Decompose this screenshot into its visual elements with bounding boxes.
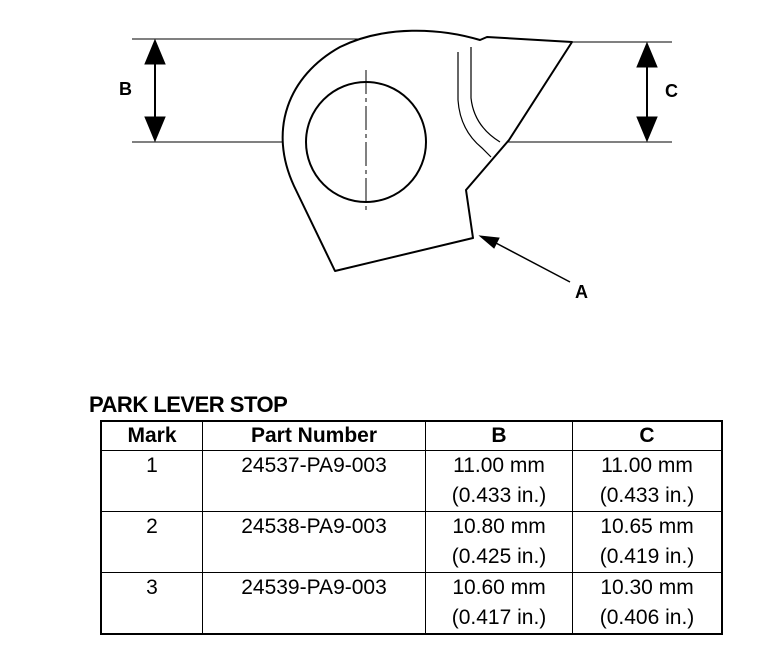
mark-value: 3 (146, 576, 158, 599)
part-number-value: 24538-PA9-003 (241, 515, 387, 538)
park-lever-stop-table (100, 420, 723, 635)
leader-a (480, 236, 570, 282)
cell-c (573, 512, 723, 573)
b-mm-value: 10.80 mm (452, 515, 546, 538)
callout-a-label: A (575, 282, 588, 302)
park-lever-stop-diagram (0, 0, 768, 320)
header-part-number: Part Number (203, 421, 426, 451)
c-in-value: (0.433 in.) (599, 484, 695, 507)
dimension-b-arrow (145, 40, 165, 141)
c-mm-value: 10.65 mm (600, 515, 694, 538)
b-in-value: (0.433 in.) (451, 484, 547, 507)
table-row (101, 512, 722, 573)
header-c: C (573, 421, 723, 451)
b-in-value: (0.417 in.) (451, 606, 547, 629)
cell-mark (101, 512, 203, 573)
b-mm-value: 11.00 mm (453, 454, 545, 477)
c-in-value: (0.406 in.) (599, 606, 695, 629)
part-number-value: 24537-PA9-003 (241, 454, 387, 477)
cell-part (203, 451, 426, 512)
cell-mark (101, 451, 203, 512)
cell-b (426, 573, 573, 635)
mark-value: 2 (146, 515, 158, 538)
cell-c (573, 451, 723, 512)
cell-b (426, 451, 573, 512)
mark-value: 1 (146, 454, 158, 477)
cell-part (203, 512, 426, 573)
table-row (101, 573, 722, 635)
cell-b (426, 512, 573, 573)
header-b: B (426, 421, 573, 451)
c-mm-value: 10.30 mm (600, 576, 694, 599)
dimension-c-arrow (637, 43, 657, 141)
c-in-value: (0.419 in.) (599, 545, 695, 568)
cell-mark (101, 573, 203, 635)
header-mark: Mark (101, 421, 203, 451)
cell-part (203, 573, 426, 635)
b-in-value: (0.425 in.) (451, 545, 547, 568)
dimension-b-label: B (119, 79, 132, 99)
part-number-value: 24539-PA9-003 (241, 576, 387, 599)
table-row (101, 451, 722, 512)
table-title: PARK LEVER STOP (89, 392, 288, 417)
cell-c (573, 573, 723, 635)
dimension-c-label: C (665, 81, 678, 101)
table-header-row (101, 421, 722, 451)
b-mm-value: 10.60 mm (452, 576, 546, 599)
c-mm-value: 11.00 mm (601, 454, 693, 477)
